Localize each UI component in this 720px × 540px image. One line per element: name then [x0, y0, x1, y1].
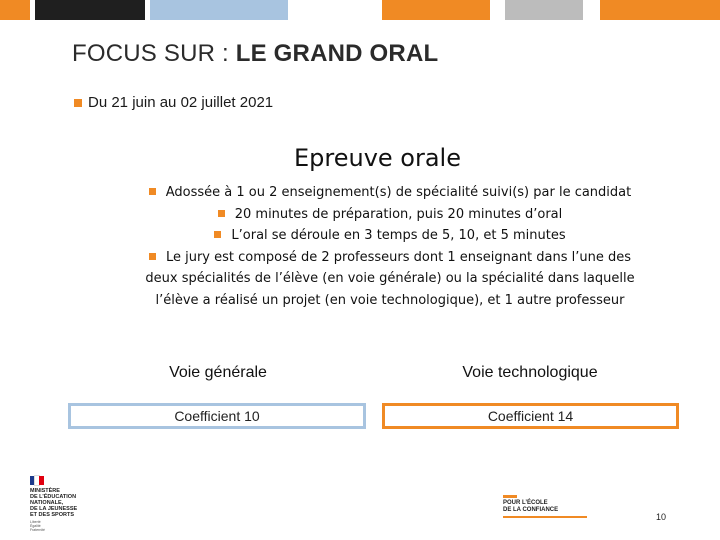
bullet-item — [100, 247, 680, 269]
ecole-line: DE LA CONFIANCE — [503, 507, 559, 513]
orange-square-bullet-icon — [74, 99, 82, 107]
ecole-line: POUR L’ÉCOLE — [503, 500, 548, 506]
coefficient-text: Coefficient 14 — [487, 408, 574, 424]
ministry-logo — [30, 476, 90, 534]
track-label-technologique: Voie technologique — [462, 364, 598, 381]
ecole-confiance-logo — [503, 495, 593, 525]
ministry-line: NATIONALE, — [30, 500, 64, 506]
flag-red — [39, 476, 44, 485]
bullet-item — [100, 182, 680, 204]
bullet-continuation: l’élève a réalisé un projet (en voie technologique), et 1 autre professeur — [155, 292, 625, 308]
page-number: 10 — [656, 512, 667, 522]
bullet-item — [100, 225, 680, 247]
ministry-motto — [30, 520, 90, 532]
title-main: LE GRAND ORAL — [235, 40, 439, 67]
ministry-line: DE LA JEUNESSE — [30, 506, 78, 512]
ecole-logo-underline — [503, 516, 587, 518]
square-bullet-icon — [214, 231, 221, 238]
ministry-line: ET DES SPORTS — [30, 512, 75, 518]
bullet-continuation: deux spécialités de l’élève (en voie générale) ou la spécialité dans laquelle — [145, 271, 635, 286]
bullet-text: Le jury est composé de 2 professeurs dont 1 enseignant dans l’une des — [165, 249, 632, 265]
ecole-logo-text — [503, 500, 593, 514]
bullet-list — [100, 182, 680, 311]
bullet-item — [100, 204, 680, 226]
bullet-text: Adossée à 1 ou 2 enseignement(s) de spécialité suivi(s) par le candidat — [165, 185, 632, 200]
coefficient-text: Coefficient 10 — [174, 408, 260, 424]
bullet-text: L’oral se déroule en 3 temps de 5, 10, et 5 minutes — [231, 228, 566, 243]
top-bar-3 — [150, 0, 288, 20]
top-bar-6 — [600, 0, 720, 20]
date-line — [74, 94, 273, 111]
title-lead: FOCUS SUR : — [72, 40, 236, 67]
bullet-text: 20 minutes de préparation, puis 20 minutes d’oral — [234, 206, 563, 222]
top-bar-5 — [505, 0, 583, 20]
ecole-logo-mark — [503, 495, 517, 498]
ministry-name — [30, 488, 90, 518]
top-bar-2 — [35, 0, 145, 20]
top-bar-1 — [0, 0, 30, 20]
motto-line: Liberté — [30, 520, 41, 524]
top-bar-4 — [382, 0, 490, 20]
square-bullet-icon — [149, 253, 156, 260]
track-label-generale: Voie générale — [169, 364, 267, 381]
flag-icon — [30, 476, 44, 485]
page-title — [72, 40, 438, 68]
coefficient-box-technologique — [382, 403, 679, 429]
motto-line: Égalité — [30, 524, 41, 528]
date-text: Du 21 juin au 02 juillet 2021 — [88, 94, 274, 111]
motto-line: Fraternité — [30, 528, 45, 532]
section-heading: Epreuve orale — [293, 144, 461, 172]
square-bullet-icon — [149, 188, 156, 195]
coefficient-box-generale — [68, 403, 366, 429]
square-bullet-icon — [218, 210, 225, 217]
ministry-line: MINISTÈRE — [30, 488, 60, 494]
ministry-line: DE L’ÉDUCATION — [30, 494, 77, 500]
